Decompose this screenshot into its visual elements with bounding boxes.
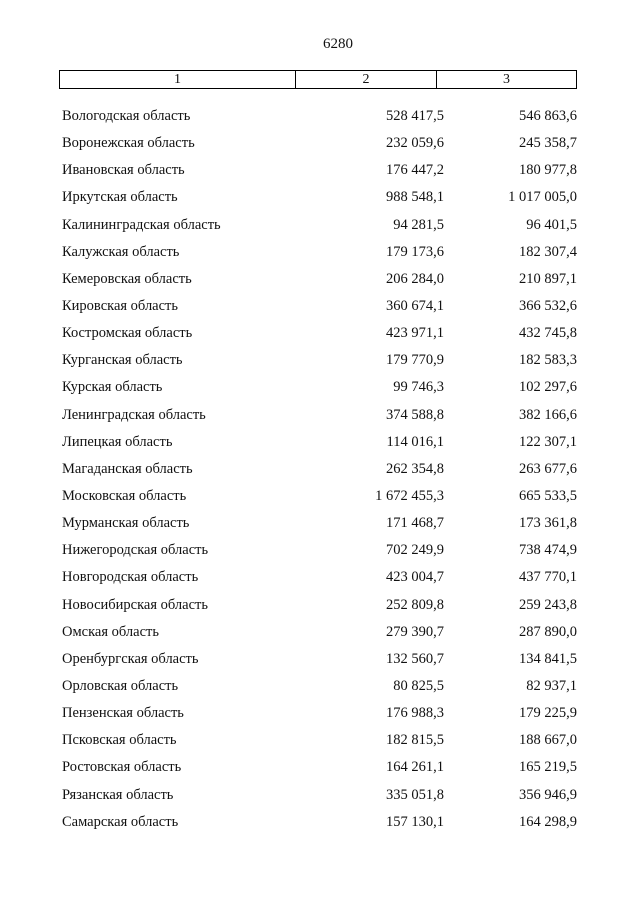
table-row — [0, 705, 640, 732]
value-col3: 182 583,3 — [519, 352, 577, 369]
region-name: Курганская область — [62, 352, 183, 369]
column-header-1: 1 — [60, 71, 296, 88]
value-col3: 102 297,6 — [519, 379, 577, 396]
value-col2: 132 560,7 — [386, 650, 444, 667]
value-col2: 252 809,8 — [386, 596, 444, 613]
region-name: Ленинградская область — [62, 406, 206, 423]
table-row — [0, 488, 640, 515]
table-row — [0, 814, 640, 841]
value-col3: 188 667,0 — [519, 732, 577, 749]
region-name: Пензенская область — [62, 705, 184, 722]
region-name: Кемеровская область — [62, 270, 192, 287]
value-col2: 176 988,3 — [386, 705, 444, 722]
region-name: Омская область — [62, 623, 159, 640]
page-number: 6280 — [323, 36, 353, 52]
value-col3: 210 897,1 — [519, 270, 577, 287]
table-row — [0, 189, 640, 216]
table-row — [0, 787, 640, 814]
region-name: Рязанская область — [62, 786, 174, 803]
value-col2: 176 447,2 — [386, 162, 444, 179]
table-row — [0, 407, 640, 434]
value-col2: 114 016,1 — [386, 433, 444, 450]
region-name: Псковская область — [62, 732, 177, 749]
table-row — [0, 651, 640, 678]
region-name: Ивановская область — [62, 162, 185, 179]
value-col2: 157 130,1 — [386, 813, 444, 830]
region-name: Самарская область — [62, 813, 179, 830]
region-name: Воронежская область — [62, 135, 195, 152]
value-col3: 1 017 005,0 — [508, 189, 577, 206]
data-table — [0, 108, 640, 841]
value-col2: 279 390,7 — [386, 623, 444, 640]
value-col3: 122 307,1 — [519, 433, 577, 450]
value-col3: 546 863,6 — [519, 108, 577, 124]
region-name: Магаданская область — [62, 460, 193, 477]
value-col2: 988 548,1 — [386, 189, 444, 206]
value-col3: 665 533,5 — [519, 487, 577, 504]
value-col2: 179 173,6 — [386, 243, 444, 260]
value-col2: 262 354,8 — [386, 460, 444, 477]
value-col3: 134 841,5 — [519, 650, 577, 667]
region-name: Новгородская область — [62, 569, 199, 586]
value-col2: 528 417,5 — [386, 108, 444, 124]
column-header-row — [59, 70, 577, 89]
table-row — [0, 217, 640, 244]
value-col2: 99 746,3 — [393, 379, 444, 396]
table-row — [0, 678, 640, 705]
value-col3: 164 298,9 — [519, 813, 577, 830]
table-row — [0, 597, 640, 624]
table-row — [0, 325, 640, 352]
value-col3: 259 243,8 — [519, 596, 577, 613]
value-col2: 423 971,1 — [386, 325, 444, 342]
table-row — [0, 244, 640, 271]
value-col3: 366 532,6 — [519, 297, 577, 314]
table-row — [0, 298, 640, 325]
value-col2: 360 674,1 — [386, 297, 444, 314]
table-row — [0, 379, 640, 406]
region-name: Орловская область — [62, 677, 179, 694]
table-row — [0, 162, 640, 189]
table-row — [0, 624, 640, 651]
region-name: Калининградская область — [62, 216, 221, 233]
region-name: Липецкая область — [62, 433, 173, 450]
value-col2: 179 770,9 — [386, 352, 444, 369]
value-col2: 80 825,5 — [393, 677, 444, 694]
table-row — [0, 434, 640, 461]
value-col3: 356 946,9 — [519, 786, 577, 803]
region-name: Новосибирская область — [62, 596, 208, 613]
value-col2: 1 672 455,3 — [375, 487, 444, 504]
value-col3: 173 361,8 — [519, 515, 577, 532]
table-row — [0, 515, 640, 542]
value-col2: 335 051,8 — [386, 786, 444, 803]
value-col3: 263 677,6 — [519, 460, 577, 477]
table-row — [0, 135, 640, 162]
value-col2: 171 468,7 — [386, 515, 444, 532]
value-col2: 206 284,0 — [386, 270, 444, 287]
region-name: Курская область — [62, 379, 163, 396]
region-name: Костромская область — [62, 325, 193, 342]
value-col2: 702 249,9 — [386, 542, 444, 559]
table-row — [0, 759, 640, 786]
value-col2: 94 281,5 — [393, 216, 444, 233]
table-row — [0, 461, 640, 488]
value-col2: 423 004,7 — [386, 569, 444, 586]
region-name: Мурманская область — [62, 515, 190, 532]
value-col3: 182 307,4 — [519, 243, 577, 260]
region-name: Вологодская область — [62, 108, 191, 124]
region-name: Иркутская область — [62, 189, 178, 206]
column-header-3: 3 — [503, 71, 510, 87]
table-row — [0, 352, 640, 379]
table-row — [0, 732, 640, 759]
value-col3: 180 977,8 — [519, 162, 577, 179]
value-col3: 179 225,9 — [519, 705, 577, 722]
value-col3: 96 401,5 — [526, 216, 577, 233]
region-name: Кировская область — [62, 297, 179, 314]
region-name: Калужская область — [62, 243, 180, 260]
table-row — [0, 271, 640, 298]
value-col2: 182 815,5 — [386, 732, 444, 749]
region-name: Оренбургская область — [62, 650, 199, 667]
table-row — [0, 108, 640, 135]
value-col2: 374 588,8 — [386, 406, 444, 423]
value-col2: 232 059,6 — [386, 135, 444, 152]
value-col3: 437 770,1 — [519, 569, 577, 586]
table-row — [0, 569, 640, 596]
value-col3: 432 745,8 — [519, 325, 577, 342]
column-header-2: 2 — [296, 71, 437, 88]
region-name: Нижегородская область — [62, 542, 209, 559]
table-row — [0, 542, 640, 569]
value-col3: 245 358,7 — [519, 135, 577, 152]
value-col2: 164 261,1 — [386, 759, 444, 776]
region-name: Московская область — [62, 487, 187, 504]
value-col3: 382 166,6 — [519, 406, 577, 423]
region-name: Ростовская область — [62, 759, 182, 776]
value-col3: 82 937,1 — [526, 677, 577, 694]
value-col3: 738 474,9 — [519, 542, 577, 559]
value-col3: 287 890,0 — [519, 623, 577, 640]
value-col3: 165 219,5 — [519, 759, 577, 776]
